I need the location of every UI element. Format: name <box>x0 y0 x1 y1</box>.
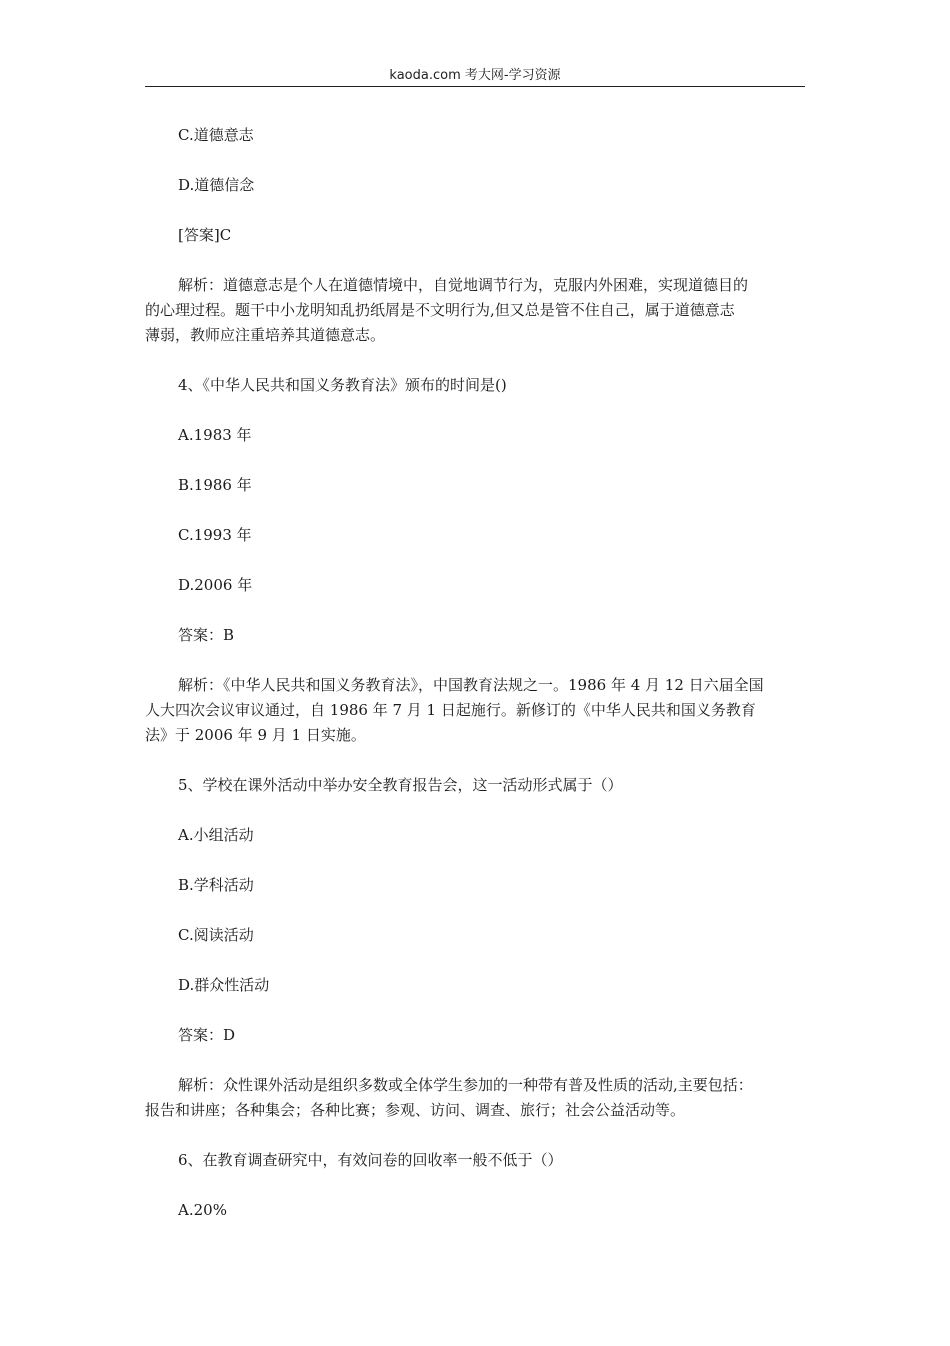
header-divider <box>145 86 805 87</box>
q6-option-a: A.20% <box>178 1201 227 1219</box>
q4-option-c: C.1993 年 <box>178 526 252 544</box>
q5-question: 5、学校在课外活动中举办安全教育报告会，这一活动形式属于（） <box>178 776 623 794</box>
q5-analysis-line-2: 报告和讲座；各种集会；各种比赛；参观、访问、调查、旅行；社会公益活动等。 <box>145 1101 686 1119</box>
q4-option-a: A.1983 年 <box>178 426 252 444</box>
q3-analysis-line-1: 解析：道德意志是个人在道德情境中，自觉地调节行为，克服内外困难，实现道德目的 <box>178 276 749 294</box>
q4-analysis-line-1: 解析：《中华人民共和国义务教育法》，中国教育法规之一。1986 年 4 月 12 日六届全国 <box>178 676 764 694</box>
q3-answer: [答案]C <box>178 226 232 244</box>
q4-answer: 答案：B <box>178 626 235 644</box>
q5-option-c: C.阅读活动 <box>178 926 254 944</box>
q5-analysis-line-1: 解析：众性课外活动是组织多数或全体学生参加的一种带有普及性质的活动,主要包括： <box>178 1076 753 1094</box>
q5-option-b: B.学科活动 <box>178 876 254 894</box>
q6-question: 6、在教育调查研究中，有效问卷的回收率一般不低于（） <box>178 1151 563 1169</box>
q3-analysis-line-2: 的心理过程。题干中小龙明知乱扔纸屑是不文明行为,但又总是管不住自己，属于道德意志 <box>145 301 735 319</box>
q4-option-d: D.2006 年 <box>178 576 253 594</box>
q5-option-a: A.小组活动 <box>178 826 254 844</box>
q4-analysis-line-2: 人大四次会议审议通过，自 1986 年 7 月 1 日起施行。新修订的《中华人民共和国义务教育 <box>145 701 756 719</box>
q3-option-d: D.道德信念 <box>178 176 255 194</box>
q3-option-c: C.道德意志 <box>178 126 254 144</box>
q3-analysis-line-3: 薄弱，教师应注重培养其道德意志。 <box>145 326 386 344</box>
q4-analysis-line-3: 法》于 2006 年 9 月 1 日实施。 <box>145 726 366 744</box>
q5-option-d: D.群众性活动 <box>178 976 270 994</box>
q4-option-b: B.1986 年 <box>178 476 252 494</box>
page-header: kaoda.com 考大网-学习资源 <box>389 68 561 83</box>
q5-answer: 答案：D <box>178 1026 236 1044</box>
q4-question: 4、《中华人民共和国义务教育法》颁布的时间是() <box>178 376 507 394</box>
